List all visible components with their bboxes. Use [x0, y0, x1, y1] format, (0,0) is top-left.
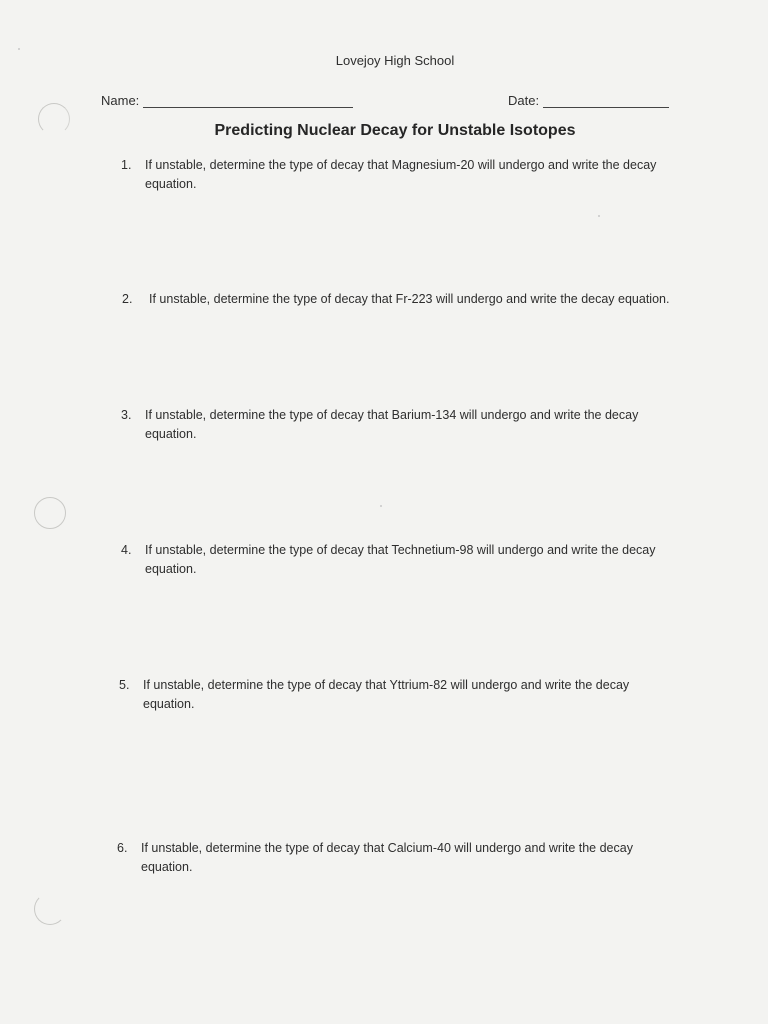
date-label: Date:: [508, 93, 540, 108]
question-text: If unstable, determine the type of decay that Fr-223 will undergo and write the decay equation.: [149, 292, 670, 306]
question-number: 1.: [121, 158, 132, 172]
question-text: If unstable, determine the type of decay that Calcium-40 will undergo and write the decay equation.: [141, 841, 633, 874]
question-text: If unstable, determine the type of decay that Technetium-98 will undergo and write the decay equation.: [145, 543, 656, 576]
name-field: [101, 93, 353, 108]
punch-hole-middle: [34, 497, 66, 529]
name-label: Name:: [101, 93, 140, 108]
question-number: 4.: [121, 543, 132, 557]
question-text: If unstable, determine the type of decay that Magnesium-20 will undergo and write the decay equation.: [145, 158, 657, 191]
worksheet-title: Predicting Nuclear Decay for Unstable Isotopes: [214, 122, 576, 139]
question-number: 6.: [117, 841, 128, 855]
question-number: 3.: [121, 408, 132, 422]
scan-speck: [18, 48, 20, 50]
punch-hole-bottom: [34, 893, 66, 925]
name-blank-line: [143, 95, 353, 108]
scan-speck: [380, 505, 382, 507]
question-number: 5.: [119, 678, 130, 692]
school-name: Lovejoy High School: [335, 53, 455, 68]
date-field: [508, 93, 669, 108]
question-number: 2.: [122, 292, 133, 306]
scan-speck: [598, 215, 600, 217]
question-text: If unstable, determine the type of decay that Yttrium-82 will undergo and write the decay equation.: [143, 678, 630, 711]
question-text: If unstable, determine the type of decay that Barium-134 will undergo and write the decay equation.: [145, 408, 639, 441]
date-blank-line: [543, 95, 669, 108]
